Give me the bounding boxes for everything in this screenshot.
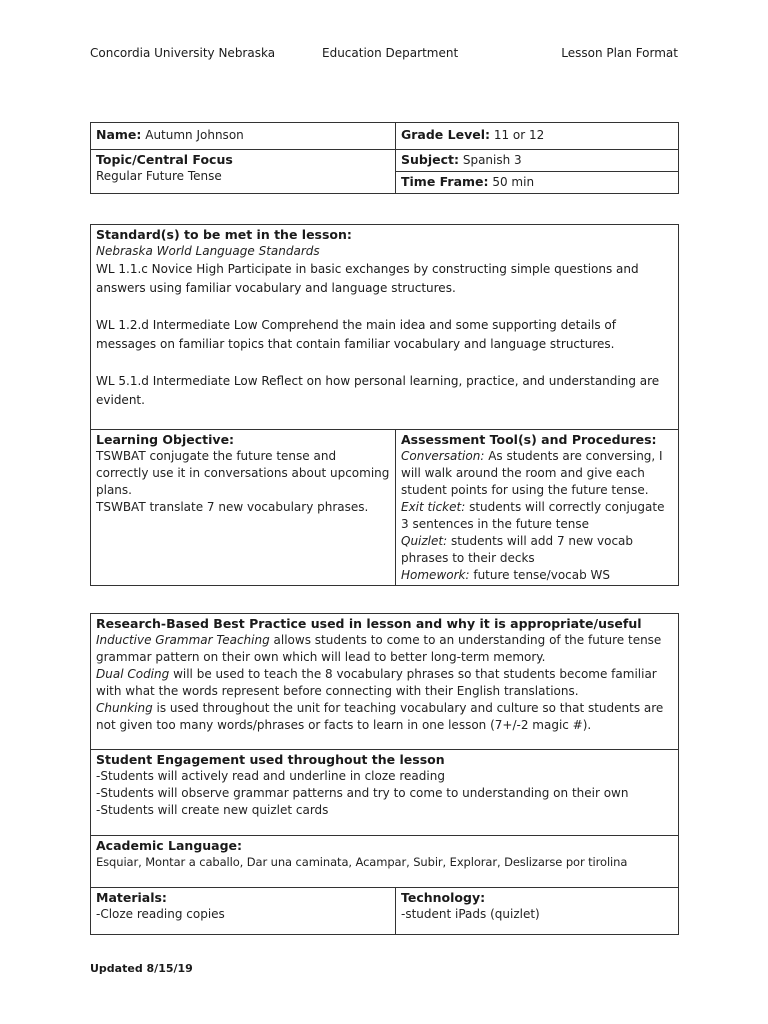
standard-item: WL 5.1.d Intermediate Low Reflect on how personal learning, practice, and understanding are evident.: [96, 374, 660, 407]
assessment-item: [401, 499, 673, 533]
assessment-term: Exit ticket:: [401, 500, 466, 514]
topic-label: Topic/Central Focus: [96, 152, 233, 167]
subject-value: Spanish 3: [462, 153, 522, 167]
page-header: [90, 46, 678, 64]
time-value: 50 min: [492, 175, 535, 189]
assessment-text: future tense/vocab WS: [469, 568, 611, 582]
assessment-item: [401, 567, 673, 584]
academic-cell: [91, 836, 679, 888]
info-table: [90, 122, 679, 194]
standards-source: Nebraska World Language Standards: [96, 244, 320, 258]
objective-line: TSWBAT conjugate the future tense and correctly use it in conversations about upcoming plans.: [96, 449, 390, 497]
technology-cell: [396, 888, 679, 935]
research-text: will be used to teach the 8 vocabulary phrases so that students become familiar with what the words represent before connecting with their English translations.: [96, 667, 657, 698]
assessment-term: Conversation:: [401, 449, 485, 463]
engagement-cell: [91, 750, 679, 836]
standard-item: WL 1.2.d Intermediate Low Comprehend the main idea and some supporting details of messages on familiar topics that contain familiar vocabulary and language structures.: [96, 318, 616, 351]
standards-label: Standard(s) to be met in the lesson:: [96, 227, 352, 242]
assessment-label: Assessment Tool(s) and Procedures:: [401, 432, 657, 447]
research-text: allows students to come to an understanding of the future tense grammar pattern on their own which will lead to better long-term memory.: [96, 633, 662, 664]
engagement-line: -Students will observe grammar patterns and try to come to understanding on their own: [96, 786, 629, 800]
objective-line: TSWBAT translate 7 new vocabulary phrases.: [96, 500, 369, 514]
research-item: [96, 666, 673, 700]
name-value: Autumn Johnson: [145, 128, 244, 142]
grade-cell: [396, 123, 679, 150]
practice-table: [90, 613, 679, 935]
topic-value: Regular Future Tense: [96, 169, 222, 183]
objective-cell: [91, 430, 396, 586]
research-term: Dual Coding: [96, 667, 170, 681]
research-cell: [91, 614, 679, 750]
standards-cell: [91, 225, 679, 430]
standard-item: WL 1.1.c Novice High Participate in basic exchanges by constructing simple questions and answers using familiar vocabulary and language structures.: [96, 262, 639, 295]
objective-label: Learning Objective:: [96, 432, 235, 447]
technology-label: Technology:: [401, 890, 486, 905]
name-label: Name:: [96, 127, 142, 142]
subject-cell: [396, 150, 679, 172]
materials-label: Materials:: [96, 890, 167, 905]
topic-cell: [91, 150, 396, 194]
academic-text: Esquiar, Montar a caballo, Dar una caminata, Acampar, Subir, Explorar, Deslizarse por tirolina: [96, 855, 628, 869]
assessment-text: As students are conversing, I will walk around the room and give each student points for using the future tense.: [401, 449, 663, 497]
grade-label: Grade Level:: [401, 127, 490, 142]
standards-table: [90, 224, 679, 586]
grade-value: 11 or 12: [493, 128, 545, 142]
research-term: Chunking: [96, 701, 153, 715]
engagement-label: Student Engagement used throughout the lesson: [96, 752, 445, 767]
assessment-term: Quizlet:: [401, 534, 448, 548]
assessment-item: [401, 533, 673, 567]
academic-label: Academic Language:: [96, 838, 243, 853]
engagement-line: -Students will actively read and underline in cloze reading: [96, 769, 445, 783]
research-term: Inductive Grammar Teaching: [96, 633, 270, 647]
technology-text: -student iPads (quizlet): [401, 907, 540, 921]
header-format: Lesson Plan Format: [561, 46, 678, 60]
assessment-term: Homework:: [401, 568, 470, 582]
materials-cell: [91, 888, 396, 935]
header-university: Concordia University Nebraska: [90, 46, 276, 60]
time-cell: [396, 172, 679, 194]
assessment-item: [401, 448, 673, 499]
footer-updated: Updated 8/15/19: [90, 962, 193, 975]
materials-text: -Cloze reading copies: [96, 907, 225, 921]
research-label: Research-Based Best Practice used in lesson and why it is appropriate/useful: [96, 616, 642, 631]
assessment-cell: [396, 430, 679, 586]
header-department: Education Department: [322, 46, 459, 60]
name-cell: [91, 123, 396, 150]
engagement-line: -Students will create new quizlet cards: [96, 803, 329, 817]
assessment-text: students will add 7 new vocab phrases to their decks: [401, 534, 634, 565]
research-text: is used throughout the unit for teaching vocabulary and culture so that students are not given too many words/phrases or facts to learn in one lesson (7+/-2 magic #).: [96, 701, 664, 732]
time-label: Time Frame:: [401, 174, 489, 189]
research-item: [96, 700, 673, 734]
assessment-text: students will correctly conjugate 3 sentences in the future tense: [401, 500, 665, 531]
subject-label: Subject:: [401, 152, 459, 167]
research-item: [96, 632, 673, 666]
